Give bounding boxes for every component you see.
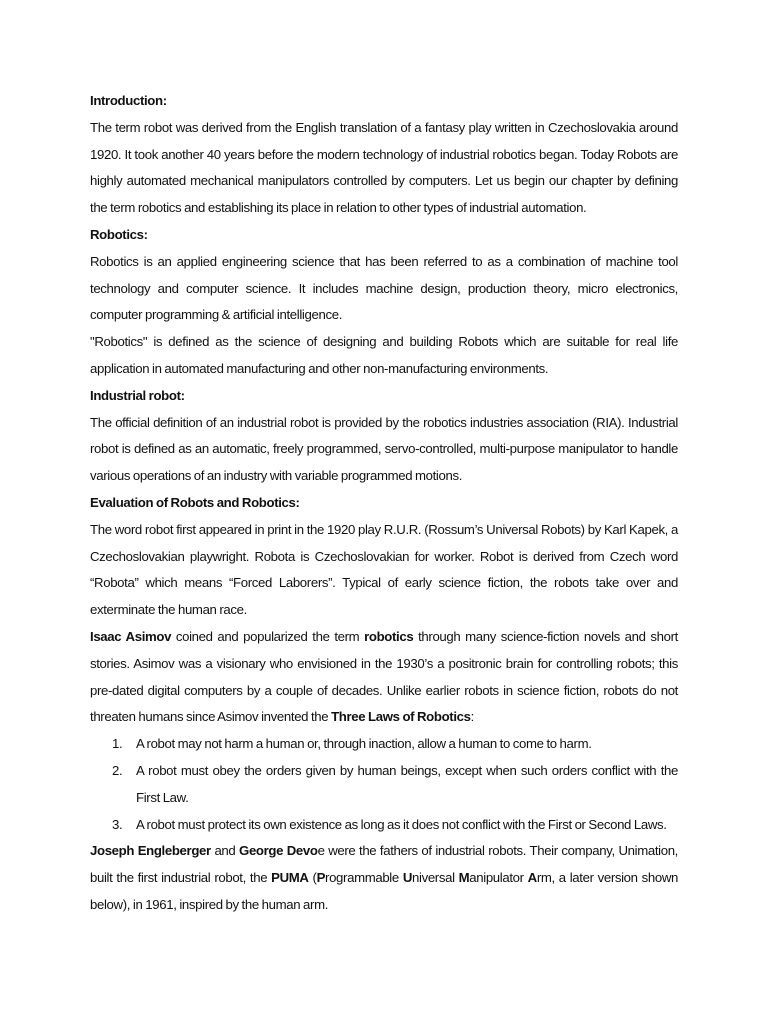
asimov-text-1: coined and popularized the term xyxy=(171,628,365,644)
document-page xyxy=(90,88,678,919)
puma-word-arm-tail: rm, a later version shown below), in 1961, inspired by the human arm. xyxy=(90,870,678,912)
paren-open: ( xyxy=(308,870,317,886)
robotics-heading: Robotics: xyxy=(90,226,148,242)
robotics-paragraph-2: "Robotics" is defined as the science of designing and building Robots which are suitable for real life application in automated manufacturing and other non-manufacturing environments. xyxy=(90,334,678,376)
list-item-text: A robot must protect its own existence as long as it does not conflict with the First or Second Laws. xyxy=(136,816,667,832)
puma-word-manipulator: anipulator xyxy=(469,870,528,886)
evaluation-heading: Evaluation of Robots and Robotics: xyxy=(90,494,300,510)
engelberger-text-1: were the fathers of industrial robots. Their company, Unimation, built the first industrial robot, the xyxy=(90,843,678,886)
three-laws-title: Three Laws of Robotics xyxy=(331,709,471,725)
devol-name: George Devo xyxy=(239,843,318,859)
list-item-number: 1. xyxy=(112,736,123,752)
industrial-robot-paragraph: The official definition of an industrial robot is provided by the robotics industries association (RIA). Industrial robot is defined as an automatic, freely programmed, servo-controlled, multi-purpose manipulator to handle various operations of an industry with variable programmed motions. xyxy=(90,414,678,484)
list-item-number: 2. xyxy=(112,762,123,778)
list-item xyxy=(90,758,678,812)
puma-letter-m: M xyxy=(458,870,470,886)
puma-word-universal: niversal xyxy=(412,870,459,886)
engelberger-name: Joseph Engleberger xyxy=(90,843,211,859)
robotics-term: robotics xyxy=(364,628,414,644)
engelberger-paragraph xyxy=(90,838,678,918)
list-item-text: A robot may not harm a human or, through inaction, allow a human to come to harm. xyxy=(136,736,592,752)
puma-letter-a: A xyxy=(527,870,537,886)
evaluation-paragraph: The word robot first appeared in print in the 1920 play R.U.R. (Rossum’s Universal Robots) by Karl Kapek, a Czechoslovakian playwright. Robota is Czechoslovakian for worker. Robot is derived from Czech word “Robota” which means “Forced Laborers”. Typical of early science fiction, the robots take over and exterminate the human race. xyxy=(90,521,678,618)
introduction-heading: Introduction: xyxy=(90,93,167,108)
introduction-paragraph: The term robot was derived from the English translation of a fantasy play written in Czechoslovakia around 1920. It took another 40 years before the modern technology of industrial robotics began. Today Robots are highly automated mechanical manipulators controlled by computers. Let us begin our chapter by defining the term robotics and establishing its place in relation to other types of industrial automation. xyxy=(90,119,678,216)
puma-word-programmable: rogrammable xyxy=(325,870,403,886)
three-laws-list xyxy=(90,731,678,838)
and-text: and xyxy=(210,843,240,859)
puma-letter-u: U xyxy=(402,870,413,886)
list-item-text: A robot must obey the orders given by human beings, except when such orders conflict with the First Law. xyxy=(136,762,678,805)
robotics-paragraph-1: Robotics is an applied engineering science that has been referred to as a combination of machine tool technology and computer science. It includes machine design, production theory, micro electronics, computer programming & artificial intelligence. xyxy=(90,253,678,323)
list-item-number: 3. xyxy=(112,816,123,832)
asimov-text-2: through many science-fiction novels and short stories. Asimov was a visionary who envisioned in the 1930’s a positronic brain for controlling robots; this pre-dated digital computers by a couple of decades. Unlike earlier robots in science fiction, robots do not threaten humans since Asimov invented the xyxy=(90,628,678,725)
puma-name: PUMA xyxy=(271,870,309,886)
devol-name-tail: e xyxy=(317,843,325,859)
list-item xyxy=(90,731,678,758)
asimov-paragraph xyxy=(90,624,678,731)
asimov-text-3: : xyxy=(470,709,474,725)
list-item xyxy=(90,812,678,839)
industrial-robot-heading: Industrial robot: xyxy=(90,387,185,403)
puma-letter-p: P xyxy=(316,870,326,886)
asimov-name: Isaac Asimov xyxy=(90,628,172,644)
